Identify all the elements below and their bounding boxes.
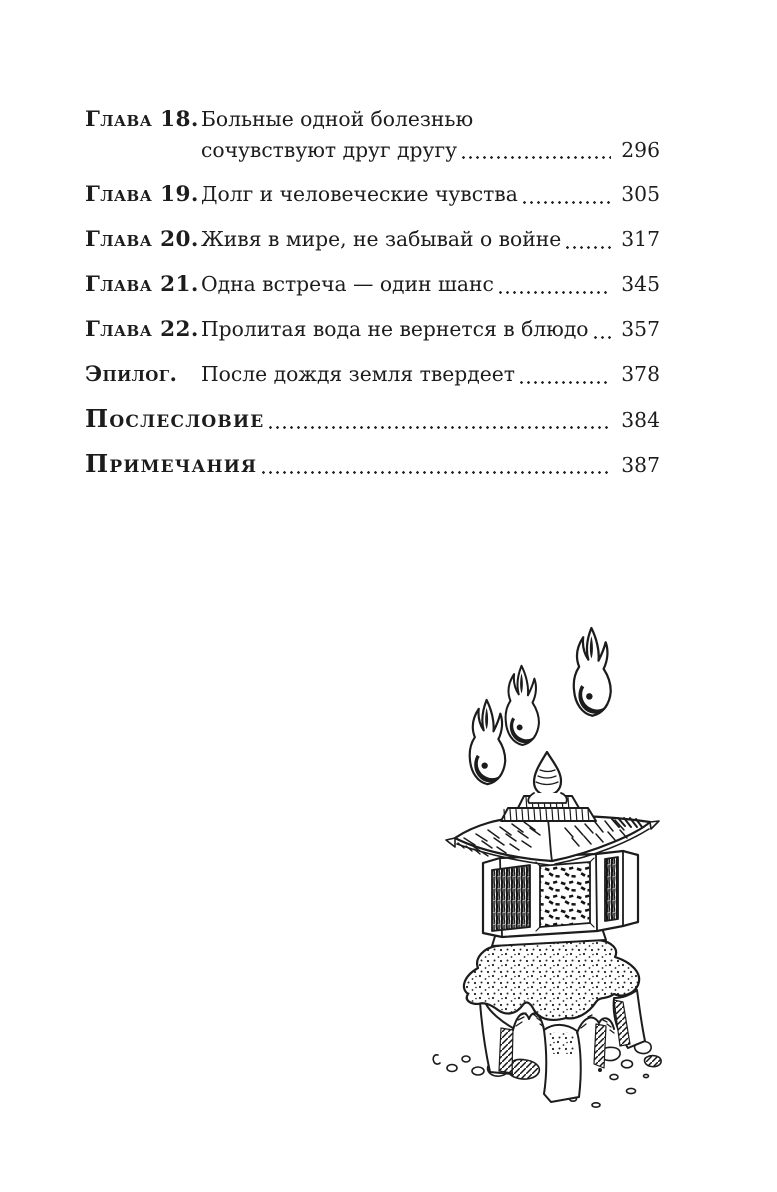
chapter-label: Глава 20. xyxy=(85,227,199,252)
page-number: 384 xyxy=(621,408,660,432)
page-number: 317 xyxy=(621,227,660,251)
toc-entry xyxy=(85,269,660,300)
stone-lantern-illustration xyxy=(400,600,710,1110)
toc-line xyxy=(85,404,660,435)
lantern-finial xyxy=(528,752,567,803)
notes-label: Примечания xyxy=(85,449,258,478)
dot-leader xyxy=(592,314,611,345)
chapter-title: После дождя земля твердеет xyxy=(201,362,515,386)
chapter-title: Живя в мире, не забывай о войне xyxy=(201,227,562,251)
toc-line xyxy=(85,359,660,390)
flame-icon xyxy=(574,628,611,716)
page-number: 357 xyxy=(621,317,660,341)
toc-line xyxy=(85,179,660,210)
chapter-label: Глава 19. xyxy=(85,182,199,207)
page-number: 378 xyxy=(621,362,660,386)
dot-leader xyxy=(564,224,611,255)
chapter-title: Больные одной болезнью xyxy=(201,107,474,131)
chapter-title: Одна встреча — один шанс xyxy=(201,272,494,296)
left-window xyxy=(492,865,530,931)
dot-leader xyxy=(460,135,611,165)
flame-icon xyxy=(470,700,506,784)
toc-entry xyxy=(85,314,660,345)
page-number: 296 xyxy=(621,138,660,162)
toc-entry xyxy=(85,179,660,210)
page-number: 387 xyxy=(621,453,660,477)
table-of-contents xyxy=(85,104,660,494)
lantern-body xyxy=(483,851,638,937)
dot-leader xyxy=(521,179,611,210)
toc-line xyxy=(85,314,660,345)
chapter-title: Долг и человеческие чувства xyxy=(201,182,518,206)
chapter-label: Глава 18. xyxy=(85,107,199,132)
afterword-label: Послесловие xyxy=(85,404,265,433)
toc-line xyxy=(85,224,660,255)
toc-line xyxy=(85,104,660,135)
page-number: 305 xyxy=(621,182,660,206)
toc-entry xyxy=(85,449,660,480)
chapter-label: Глава 22. xyxy=(85,317,199,342)
page-number: 345 xyxy=(621,272,660,296)
toc-entry xyxy=(85,224,660,255)
flame-icon xyxy=(506,666,539,745)
stone-lantern-svg xyxy=(400,600,710,1110)
toc-line xyxy=(85,449,660,480)
chapter-label: Глава 21. xyxy=(85,272,199,297)
dot-leader xyxy=(497,269,611,300)
toc-line xyxy=(85,135,660,165)
toc-entry xyxy=(85,104,660,165)
chapter-title-continued: сочувствуют друг другу xyxy=(201,138,458,162)
toc-entry xyxy=(85,359,660,390)
right-window xyxy=(605,857,618,921)
toc-entry xyxy=(85,404,660,435)
dot-leader xyxy=(260,449,611,480)
front-window xyxy=(540,862,590,927)
chapter-title: Пролитая вода не вернется в блюдо xyxy=(201,317,589,341)
dot-leader xyxy=(267,404,611,435)
epilogue-label: Эпилог. xyxy=(85,362,178,387)
dot-leader xyxy=(518,359,611,390)
toc-line xyxy=(85,269,660,300)
